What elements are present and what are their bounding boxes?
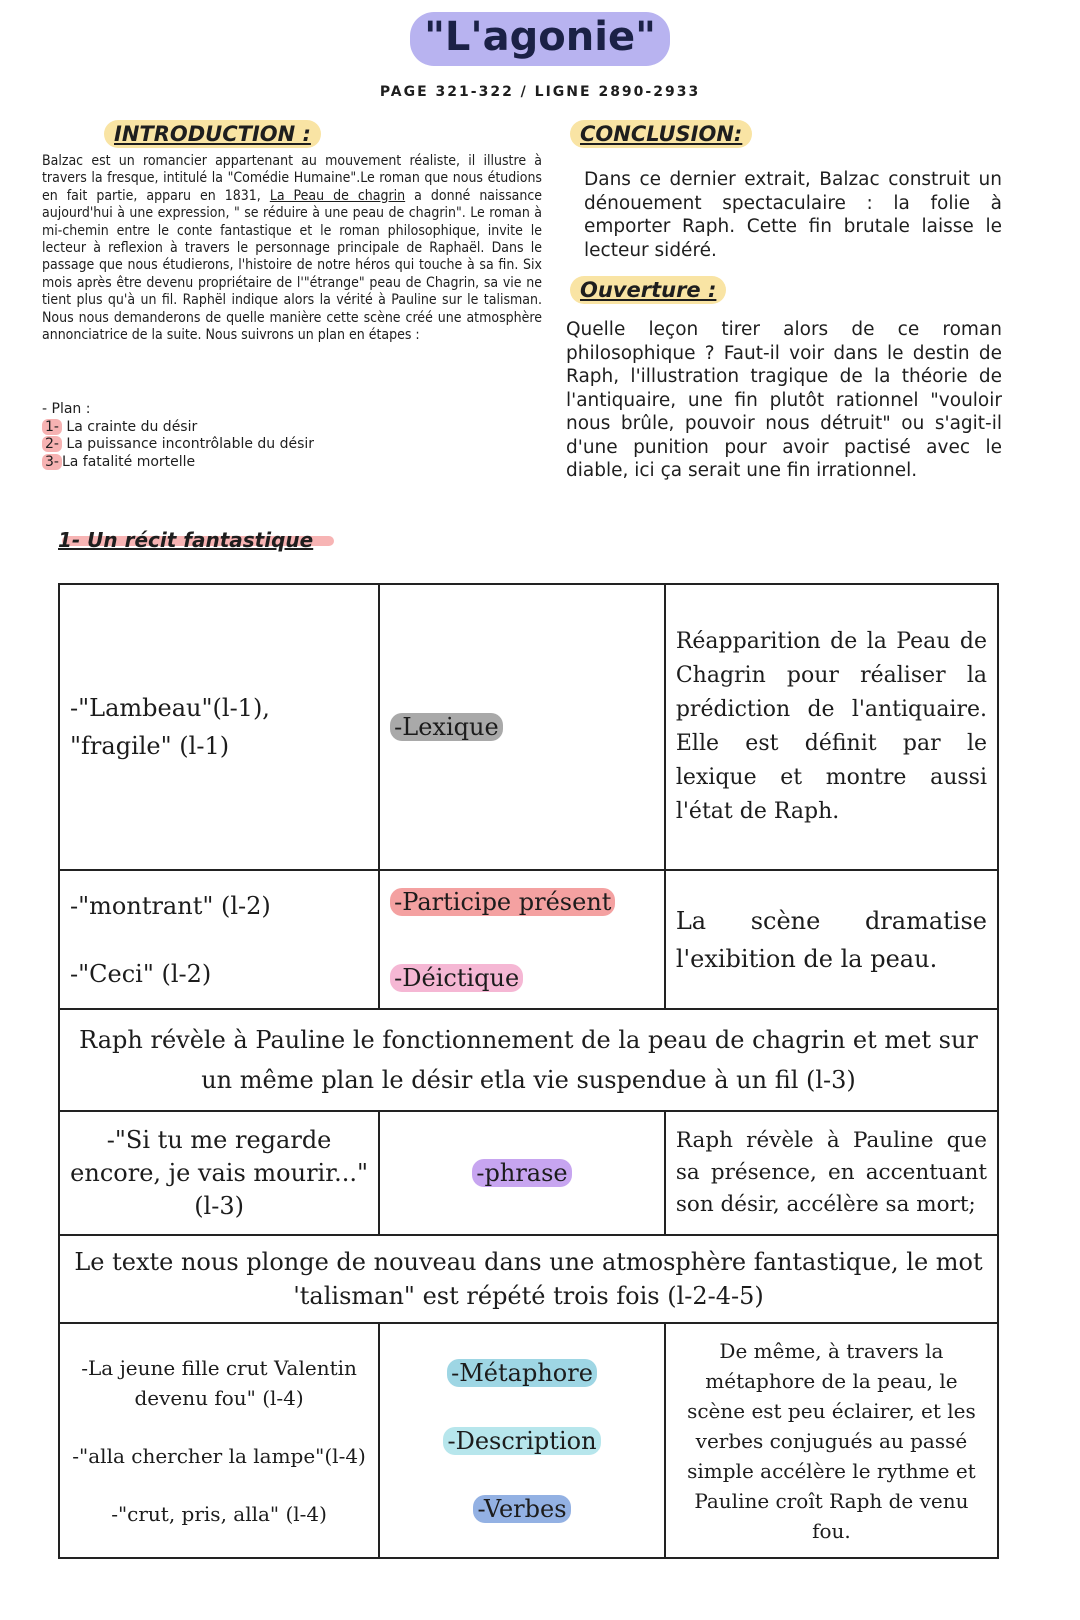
page-title-wrap xyxy=(0,14,1080,60)
table-row xyxy=(59,584,998,870)
quote-text: -"alla chercher la lampe"(l-4) xyxy=(72,1443,366,1468)
page-subtitle: PAGE 321-322 / LIGNE 2890-2933 xyxy=(379,84,701,100)
table-summary: Le texte nous plonge de nouveau dans une atmosphère fantastique, le mot 'talisman" est répété trois fois (l-2-4-5) xyxy=(59,1235,998,1323)
quote-text: -La jeune fille crut Valentin xyxy=(81,1355,357,1380)
plan-item-number: 2- xyxy=(42,436,62,452)
conclusion-text: Dans ce dernier extrait, Balzac construit un dénouement spectaculaire : la folie à emporter Raph. Cette fin brutale laisse le lecteur sidéré. xyxy=(584,169,1002,261)
ouverture-heading: Ouverture : xyxy=(570,276,726,304)
table-cell-analysis: La scène dramatise l'exibition de la peau. xyxy=(665,870,998,1009)
plan-item xyxy=(42,419,442,437)
quote-text: "fragile" (l-1) xyxy=(70,732,230,760)
intro-book-title: La Peau de chagrin xyxy=(269,187,406,204)
table-cell-quote xyxy=(59,870,379,1009)
quote-text: -"montrant" (l-2) xyxy=(70,891,271,920)
table-summary: Raph révèle à Pauline le fonctionnement de la peau de chagrin et met sur un même plan le désir etla vie suspendue à un fil (l-3) xyxy=(59,1009,998,1111)
table-cell-analysis: De même, à travers la métaphore de la peau, le scène est peu éclairer, et les verbes conjugués au passé simple accélère le rythme et Pauline croît Raph de venu fou. xyxy=(665,1323,998,1558)
plan-item-number: 3- xyxy=(42,454,62,470)
device-label: -Métaphore xyxy=(447,1359,597,1387)
plan-item-text: La crainte du désir xyxy=(61,418,198,435)
device-label: -Verbes xyxy=(473,1495,570,1523)
analysis-table xyxy=(58,583,999,1580)
intro-text-part1: Balzac est un romancier appartenant au mouvement réaliste, il illustre à travers la fresque, intitulé la "Comédie Humaine".Le roman que nous étudions en fait partie, apparu en 1831, xyxy=(42,153,542,204)
quote-text: -"crut, pris, alla" (l-4) xyxy=(111,1501,327,1526)
table-cell-device xyxy=(379,1323,665,1558)
table-row xyxy=(59,1323,998,1558)
quote-text: -"Ceci" (l-2) xyxy=(70,959,212,988)
plan-list xyxy=(42,401,442,471)
quote-text: encore, je vais mourir..." xyxy=(70,1158,368,1187)
plan-item xyxy=(42,436,442,454)
device-label: -phrase xyxy=(472,1159,571,1187)
introduction-text xyxy=(42,153,542,344)
device-label: -Lexique xyxy=(390,713,502,741)
table-row xyxy=(59,1235,998,1323)
table-row xyxy=(59,1111,998,1235)
plan-item-text: La fatalité mortelle xyxy=(61,453,196,470)
page-title: "L'agonie" xyxy=(410,12,670,66)
device-label: -Description xyxy=(443,1427,600,1455)
device-label: -Déictique xyxy=(390,964,523,992)
quote-text: -"Si tu me regarde xyxy=(106,1125,332,1154)
table-cell-device xyxy=(379,1111,665,1235)
intro-text-part2: a donné naissance aujourd'hui à une expression, " se réduire à une peau de chagrin". Le roman à mi-chemin entre le conte fantastique et le roman philosophique, invite le lecteur à reflexion à travers le personnage principale de Raphaël. Dans le passage que nous étudierons, l'histoire de notre héros qui touche à sa fin. Six mois après être devenu propriétaire de l'"étrange" peau de Chagrin, sa vie ne tient plus qu'à un fil. Raphël indique alors la vérité à Pauline sur le talisman. Nous nous demanderons de quelle manière cette scène créé une atmosphère annonciatrice de la suite. Nous suivrons un plan en étapes : xyxy=(42,187,543,344)
plan-item-text: La puissance incontrôlable du désir xyxy=(61,436,315,452)
table-cell-quote xyxy=(59,584,379,870)
table-cell-analysis: Raph révèle à Pauline que sa présence, en accentuant son désir, accélère sa mort; xyxy=(665,1111,998,1235)
plan-label: - Plan : xyxy=(42,401,91,417)
section-heading: 1- Un récit fantastique xyxy=(58,528,314,552)
introduction-heading: INTRODUCTION : xyxy=(104,120,321,148)
plan-item-number: 1- xyxy=(42,419,62,435)
device-label: -Participe présent xyxy=(390,888,615,916)
ouverture-text: Quelle leçon tirer alors de ce roman philosophique ? Faut-il voir dans le destin de Raph, l'illustration tragique de la théorie de l'antiquaire, une fin plutôt rationnel "vouloir nous brûle, pouvoir nous détruit" ou s'agit-il d'une punition pour avoir pactisé avec le diable, ici ça serait une fin irrationnel. xyxy=(566,319,1002,481)
table-cell-device xyxy=(379,584,665,870)
table-cell-device xyxy=(379,870,665,1009)
quote-text: (l-3) xyxy=(194,1191,244,1220)
table-cell-quote xyxy=(59,1111,379,1235)
plan-item xyxy=(42,454,442,472)
quote-text: -"Lambeau"(l-1), xyxy=(70,694,270,722)
table-row xyxy=(59,870,998,1009)
table-cell-analysis: Réapparition de la Peau de Chagrin pour réaliser la prédiction de l'antiquaire. Elle est définit par le lexique et montre aussi l'état de Raph. xyxy=(665,584,998,870)
quote-text: devenu fou" (l-4) xyxy=(134,1385,304,1410)
conclusion-heading: CONCLUSION: xyxy=(570,120,752,148)
table-cell-quote xyxy=(59,1323,379,1558)
table-row xyxy=(59,1009,998,1111)
